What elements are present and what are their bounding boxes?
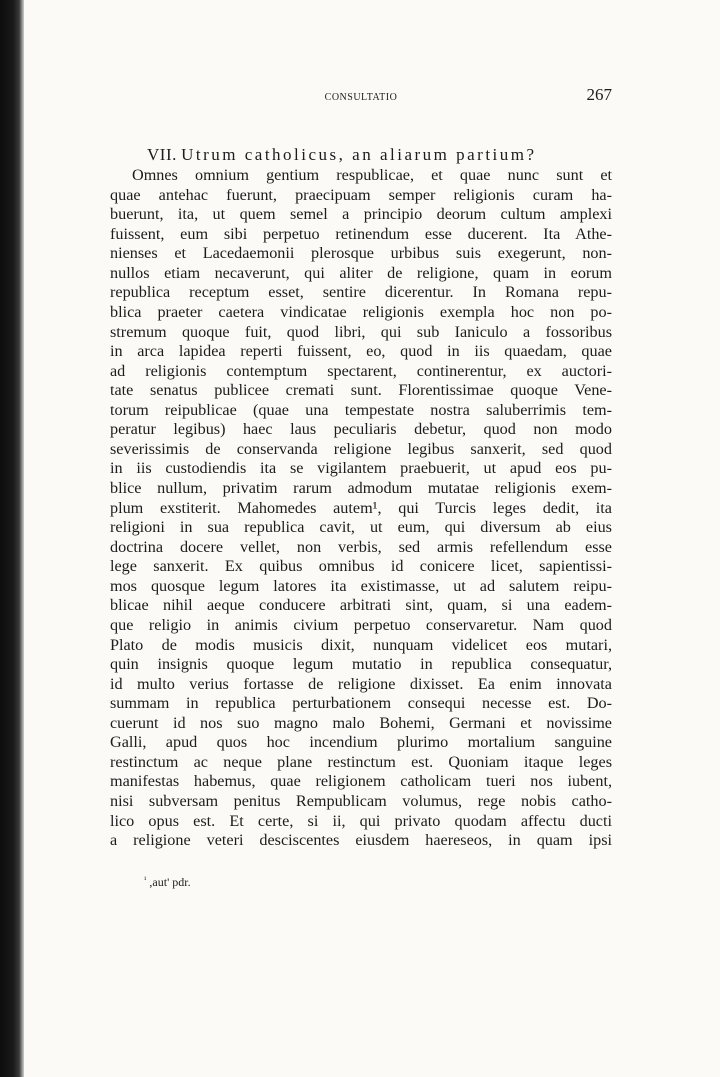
footnote: [144, 873, 612, 889]
footnote-text: ,aut' pdr.: [149, 874, 191, 889]
text-line: nienses et Lacedaemonii plerosque urbibus suis exegerunt, non-: [110, 244, 612, 263]
page-number: 267: [586, 85, 612, 104]
text-line: que religio in animis civium perpetuo conservaretur. Nam quod: [110, 615, 612, 634]
scan-binding-edge: [0, 0, 24, 1077]
text-line: nullos etiam necaverunt, qui aliter de religione, quam in eorum: [110, 263, 612, 282]
text-line: peratur legibus) haec laus peculiaris debetur, quod non modo: [110, 420, 612, 439]
text-line: blice nullum, privatim rarum admodum mutatae religionis exem-: [110, 479, 612, 497]
text-line: lege sanxerit. Ex quibus omnibus id conicere licet, sapientissi-: [110, 557, 612, 576]
text-line: lico opus est. Et certe, si ii, qui privato quodam affectu ducti: [110, 811, 612, 830]
text-line: a religione veteri desciscentes eiusdem haereseos, in quam ipsi: [110, 831, 612, 850]
text-line: nisi subversam penitus Rempublicam volumus, rege nobis catho-: [110, 792, 612, 810]
body-text: [110, 166, 612, 851]
text-line: quin insignis quoque legum mutatio in republica consequatur,: [110, 655, 612, 674]
running-title: CONSULTATIO: [324, 92, 398, 103]
text-line: plum exstiterit. Mahomedes autem¹, qui Turcis leges dedit, ita: [110, 498, 612, 517]
text-line: restinctum ac neque plane restinctum est. Quoniam itaque leges: [110, 752, 612, 771]
running-head: [110, 78, 612, 108]
text-line: quae antehac fuerunt, praecipuam semper religionis curam ha-: [110, 185, 612, 204]
text-line: cuerunt id nos suo magno malo Bohemi, Germani et novissime: [110, 713, 612, 732]
text-line: doctrina docere vellet, non verbis, sed armis refellendum esse: [110, 537, 612, 556]
text-line: fuissent, eum sibi perpetuo retinendum esse ducerent. Ita Athe-: [110, 224, 612, 243]
text-line: ad religionis contemptum spectarent, continerentur, ex auctori-: [110, 361, 612, 380]
text-line: severissimis de conservanda religione legibus sanxerit, sed quod: [110, 439, 612, 458]
text-line: religioni in sua republica cavit, ut eum, qui diversum ab eius: [110, 518, 612, 537]
footnote-marker: ¹: [144, 874, 147, 884]
text-line: tate senatus publicee cremati sunt. Florentissimae quoque Vene-: [110, 381, 612, 400]
text-line: stremum quoque fuit, quod libri, qui sub Ianiculo a fossoribus: [110, 322, 612, 341]
text-line: blica praeter caetera vindicatae religionis exempla hoc non po-: [110, 302, 612, 321]
text-line: id multo verius fortasse de religione dixisset. Ea enim innovata: [110, 674, 612, 693]
text-line: summam in republica perturbationem consequi necesse est. Do-: [110, 694, 612, 713]
text-line: blicae nihil aeque conducere arbitrati sint, quam, si una eadem-: [110, 596, 612, 615]
text-line: Galli, apud quos hoc incendium plurimo mortalium sanguine: [110, 733, 612, 752]
text-line: in iis custodiendis ita se vigilantem praebuerit, ut apud eos pu-: [110, 459, 612, 478]
text-line: in arca lapidea reperti fuissent, eo, quod in iis quaedam, quae: [110, 342, 612, 361]
text-line: buerunt, ita, ut quem semel a principio deorum cultum amplexi: [110, 205, 612, 224]
book-page: [110, 78, 612, 889]
text-line: mos quosque legum latores ita existimasse, ut ad salutem reipu-: [110, 576, 612, 595]
section-number: VII.: [147, 145, 177, 164]
section-title: Utrum catholicus, an aliarum partium?: [181, 145, 537, 164]
text-line: torum reipublicae (quae una tempestate nostra saluberrimis tem-: [110, 400, 612, 419]
text-line: republica receptum esset, sentire dicerentur. In Romana repu-: [110, 283, 612, 302]
text-line: Omnes omnium gentium respublicae, et quae nunc sunt et: [132, 166, 612, 184]
section-heading: [147, 144, 612, 166]
text-line: Plato de modis musicis dixit, nunquam videlicet eos mutari,: [110, 635, 612, 654]
text-line: manifestas habemus, quae religionem catholicam tueri nos iubent,: [110, 772, 612, 791]
